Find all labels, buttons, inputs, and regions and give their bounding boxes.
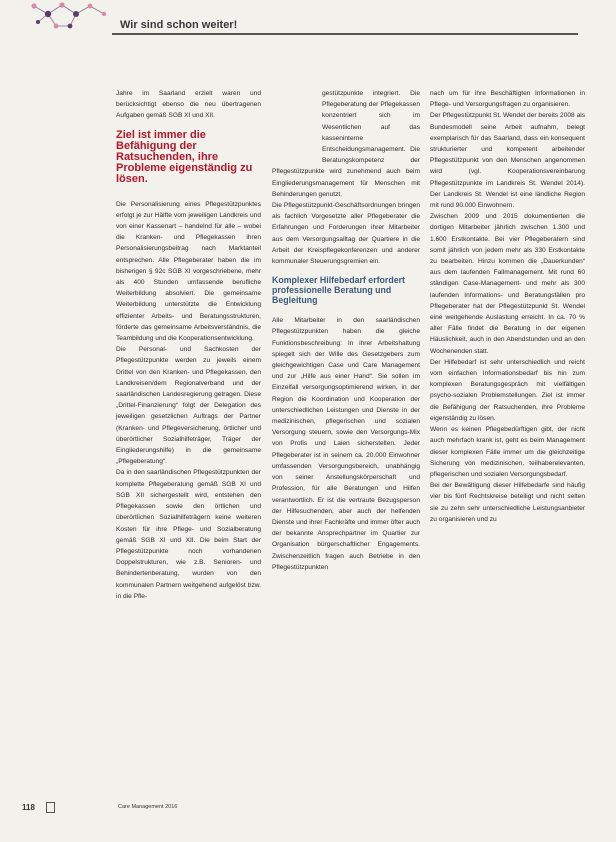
header-rule xyxy=(112,33,578,35)
paragraph: Wenn es keinen Pflegebedürftigen gibt, der nicht auch mehrfach krank ist, geht es beim Management dieser komplexen Fälle immer um die gleichzeitige Sicherung von medizinischen, teilhaberelevanten, pflegerischen und sozialen Versorgungsbedarf. xyxy=(430,426,585,478)
paragraph: Die Personal- und Sachkosten der Pflegestützpunkte werden zu jeweils einem Drittel von den Kranken- und Pflegekassen, den Landkreisen/dem Regionalverband und der saarländischen Landesregierung getragen. Diese „Drittel-Finanzierung“ folgt der Delegation des jeweiligen gesetzlichen Auftrags der Partner (Kranken- und Pflegeversicherung, örtlicher und überörtlicher Sozialhilfeträger, Träger der Eingliederungshilfe) in die gemeinsame „Pflegeberatung“. xyxy=(116,346,261,466)
paragraph: Die Pflegestützpunkt-Geschäftsordnungen bringen als fachlich Vorgesetzte aller Pflegeberater die Erfahrungen und Forderungen ihrer Mitarbeiter aus dem Versorgungsalltag der Quartiere in die Arbeit der Kreispflegekonferenzen und anderer kommunaler Steuerungsgremien ein. xyxy=(272,202,420,266)
paragraph: Der Hilfebedarf ist sehr unterschiedlich und reicht vom einfachen Informationsbedarf bis hin zum komplexen Beratungsgespräch mit vielfältigen psycho-sozialen Problemstellungen. Ziel ist immer die Befähigung der Ratsuchenden, ihre Probleme eigenständig zu lösen. xyxy=(430,358,585,422)
paragraph xyxy=(272,88,420,200)
paragraph: Der Pflegestützpunkt St. Wendel der bereits 2008 als Bundesmodell seine Arbeit aufnahm, belegt exemplarisch für das Saarland, dass ein konsequent strukturierter und kompetent arbeitender Pflegestützpunkt von den Menschen angenommen wird (vgl. Kooperationsvereinbarung Pflegestützpunkte im Landkreis St. Wendel 2014). Der Landkreis St. Wendel ist eine ländliche Region mit rund 90.000 Einwohnern. xyxy=(430,112,585,210)
page-icon xyxy=(46,802,55,813)
paragraph: Die Personalisierung eines Pflegestützpunktes erfolgt je zur Hälfte vom jeweiligen Landkreis und von einer Kassenart – handelnd für alle – wobei die Kranken- und Pflegekassen ihren Personalisierungsbeitrag nach Marktanteil entsprechen. Alle Pflegeberater haben die im bisherigen § 92c SGB XI vorgeschriebene, mehr als 400 Stunden umfassende berufliche Weiterbildung absolviert. Die gemeinsame Weiterbildung unterstützte die Entwicklung effizienter Arbeits- und Beratungsstrukturen, förderte das gemeinsame Arbeitsverständnis, die Teambildung und die Kooperationsentwicklung. xyxy=(116,200,261,343)
paragraph: Jahre im Saarland erzielt waren und berücksichtigt ebenso die neu übertragenen Aufgaben gemäß SGB XI und XII. xyxy=(116,90,261,120)
article-column-1 xyxy=(116,88,261,602)
paragraph: Da in den saarländischen Pflegestützpunkten der komplette Pflegeberatung gemäß SGB XI und SGB XII sichergestellt wird, entstehen den Pflegekassen sowie den örtlichen und überörtlichen Sozialhilfeträgern keine weiteren Kosten für ihre Pflege- und Sozialberatung gemäß SGB XI und XII. Die beim Start der Pflegestützpunkte noch vorhandenen Doppelstrukturen, wie z.B. Senioren- und Behindertenberatung, wurden von den kommunalen Partnern weitgehend aufgelöst bzw. in die Pfle- xyxy=(116,469,261,600)
header-title: Wir sind schon weiter! xyxy=(120,19,238,31)
callout-gap xyxy=(272,122,318,164)
journal-name: Care Management 2016 xyxy=(118,804,178,810)
article-column-3 xyxy=(430,88,585,525)
paragraph-text: gestützpunkte integriert. Die Pflegeberatung der Pflegekassen konzentriert sich im Wesentlichen auf das kasseninterne Entscheidungsmanagement. Die Beratungskompetenz der Pflegestützpunkte wird zunehmend auch beim Eingliederungsmanagement für Menschen mit Behinderungen genutzt. xyxy=(272,90,420,198)
page-number: 118 xyxy=(22,803,35,812)
paragraph: Zwischen 2009 und 2015 dokumentierten die dortigen Mitarbeiter jährlich zwischen 1.300 und 1.600 Erstkontakte. Bei vier Pflegeberatern sind somit jährlich von jedem mehr als 330 Erstkontakte zu bearbeiten. Hinzu kommen die „Dauerkunden“ aus dem laufenden Fallmanagement. Mit rund 60 ständigen Case-Management- und mehr als 300 laufenden Informations- und Beratungsfällen pro Pflegeberater hat der Pflegestützpunkt St. Wendel eine weitgehende Auslastung erreicht. In ca. 70 % aller Fälle findet die Beratung in der eigenen Häuslichkeit, auch in den Abendstunden und an den Wochenenden statt. xyxy=(430,213,585,355)
paragraph: nach um für ihre Beschäftigten Informationen in Pflege- und Versorgungsfragen zu organisieren. xyxy=(430,90,585,109)
subheading-goal: Ziel ist immer die Befähigung der Ratsuchenden, ihre Probleme eigenständig zu lösen. xyxy=(116,128,253,185)
molecule-network-icon xyxy=(26,0,116,30)
paragraph: Bei der Bewältigung dieser Hilfebedarfe sind häufig vier bis fünf Rechtskreise beteiligt und nicht selten sie zu zehn sehr unterschiedliche Leistungsanbieter zu organisieren und zu xyxy=(430,482,585,523)
article-column-2 xyxy=(272,88,420,573)
paragraph: Alle Mitarbeiter in den saarländischen Pflegestützpunkten haben die gleiche Funktionsbeschreibung: In ihrer Arbeitshaltung spiegelt sich der Wille des Gesetzgebers zum gleichgewichtigen Case und Care Management und zur „Hilfe aus einer Hand“. Sie sollen im Einzelfall versorgungsoptimierend wirken, in der Region die Koordination und Kooperation der unterschiedlichen Leistungen und Dienste in der medizinischen, pflegerischen und sozialen Versorgung steuern, sowie den Versorgungs-Mix von Profis und Laien sicherstellen. Jeder Pflegeberater ist in seinem ca. 20.000 Einwohner umfassenden Versorgungsbereich, unabhängig von seiner Anstellungskörperschaft und Profession, für alle Beratungen und Hilfen verantwortlich. Er ist die vertraute Bezugsperson der Hilfesuchenden, aber auch der helfenden Dienste und ihrer Fachkräfte und immer öfter auch der bekannte Ansprechpartner im Quartier zur Organisation bürgerschaftlicher Engagements. Zwischenzeitlich fragen auch Betriebe in den Pflegestützpunkten xyxy=(272,317,420,571)
subheading-complex-needs: Komplexer Hilfebedarf erfordert professionelle Beratung und Begleitung xyxy=(272,275,405,306)
